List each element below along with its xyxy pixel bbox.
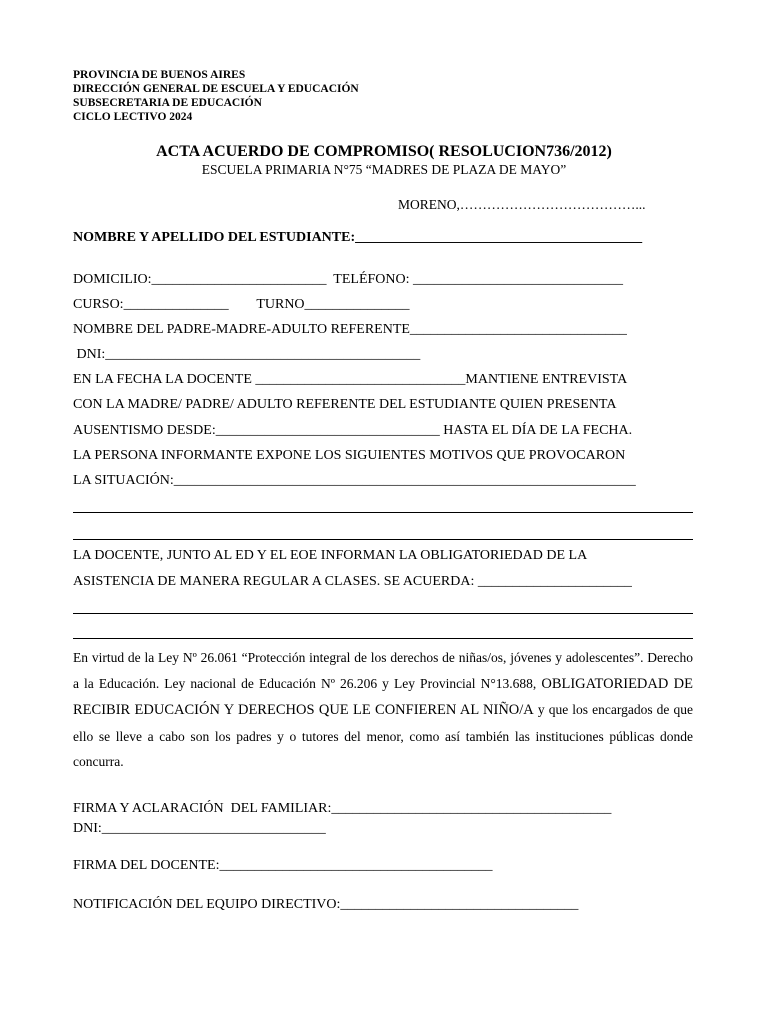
school-name: ESCUELA PRIMARIA N°75 “MADRES DE PLAZA DE MAYO” bbox=[201, 162, 567, 177]
family-dni-field: DNI:________________________________ bbox=[73, 821, 326, 836]
agreement-line-2: ASISTENCIA DE MANERA REGULAR A CLASES. SE ACUERDA: ______________________ bbox=[73, 574, 632, 589]
blank-line bbox=[73, 539, 693, 540]
directive-notification-field: NOTIFICACIÓN DEL EQUIPO DIRECTIVO:__________________________________ bbox=[73, 897, 579, 912]
interview-line-1: EN LA FECHA LA DOCENTE ______________________________MANTIENE ENTREVISTA bbox=[73, 372, 628, 387]
interview-line-4: LA PERSONA INFORMANTE EXPONE LOS SIGUIENTES MOTIVOS QUE PROVOCARON bbox=[73, 448, 626, 463]
interview-line-5: LA SITUACIÓN:__________________________________________________________________ bbox=[73, 473, 636, 488]
blank-line bbox=[73, 613, 693, 614]
parent-name-field: NOMBRE DEL PADRE-MADRE-ADULTO REFERENTE_______________________________ bbox=[73, 322, 627, 337]
interview-line-2: CON LA MADRE/ PADRE/ ADULTO REFERENTE DEL ESTUDIANTE QUIEN PRESENTA bbox=[73, 397, 617, 412]
legal-text: y que los encargados de que ello se lleve a cabo son los padres y o tutores del menor, como así también las instituciones públicas donde concurra. bbox=[73, 702, 693, 769]
family-signature-field: FIRMA Y ACLARACIÓN DEL FAMILIAR:________________________________________ bbox=[73, 801, 612, 816]
legal-text: En virtud de la Ley Nº 26.061 “Protección integral de los derechos de niñas/os, jóvenes y adolescentes”. Derecho a la Educación. Ley nacional de Educación Nº 26.206 y Ley Provincial N°13.688, bbox=[73, 650, 693, 691]
course-shift-field: CURSO:_______________ TURNO_______________ bbox=[73, 297, 410, 312]
student-name-field: NOMBRE Y APELLIDO DEL ESTUDIANTE:_________________________________________ bbox=[73, 230, 643, 245]
header-school-year: CICLO LECTIVO 2024 bbox=[73, 111, 193, 123]
header-province: PROVINCIA DE BUENOS AIRES bbox=[73, 69, 246, 81]
header-subsecretary: SUBSECRETARIA DE EDUCACIÓN bbox=[73, 97, 262, 109]
interview-line-3: AUSENTISMO DESDE:________________________________ HASTA EL DÍA DE LA FECHA. bbox=[73, 423, 633, 438]
legal-text-emphasis: OBLIGATORIEDAD DE RECIBIR EDUCACIÓN Y DERECHOS QUE LE CONFIEREN AL NIÑO/A bbox=[73, 675, 693, 718]
document-title: ACTA ACUERDO DE COMPROMISO( RESOLUCION736/2012) bbox=[156, 143, 612, 160]
legal-paragraph bbox=[73, 645, 693, 775]
teacher-signature-field: FIRMA DEL DOCENTE:_______________________________________ bbox=[73, 858, 493, 873]
dni-field: DNI:_____________________________________________ bbox=[73, 347, 421, 362]
blank-line bbox=[73, 638, 693, 639]
agreement-line-1: LA DOCENTE, JUNTO AL ED Y EL EOE INFORMAN LA OBLIGATORIEDAD DE LA bbox=[73, 548, 588, 563]
header-direction: DIRECCIÓN GENERAL DE ESCUELA Y EDUCACIÓN bbox=[73, 83, 359, 95]
address-phone-field: DOMICILIO:_________________________ TELÉFONO: ______________________________ bbox=[73, 272, 624, 287]
place-date: MORENO,…………………………………... bbox=[398, 197, 646, 212]
blank-line bbox=[73, 512, 693, 513]
